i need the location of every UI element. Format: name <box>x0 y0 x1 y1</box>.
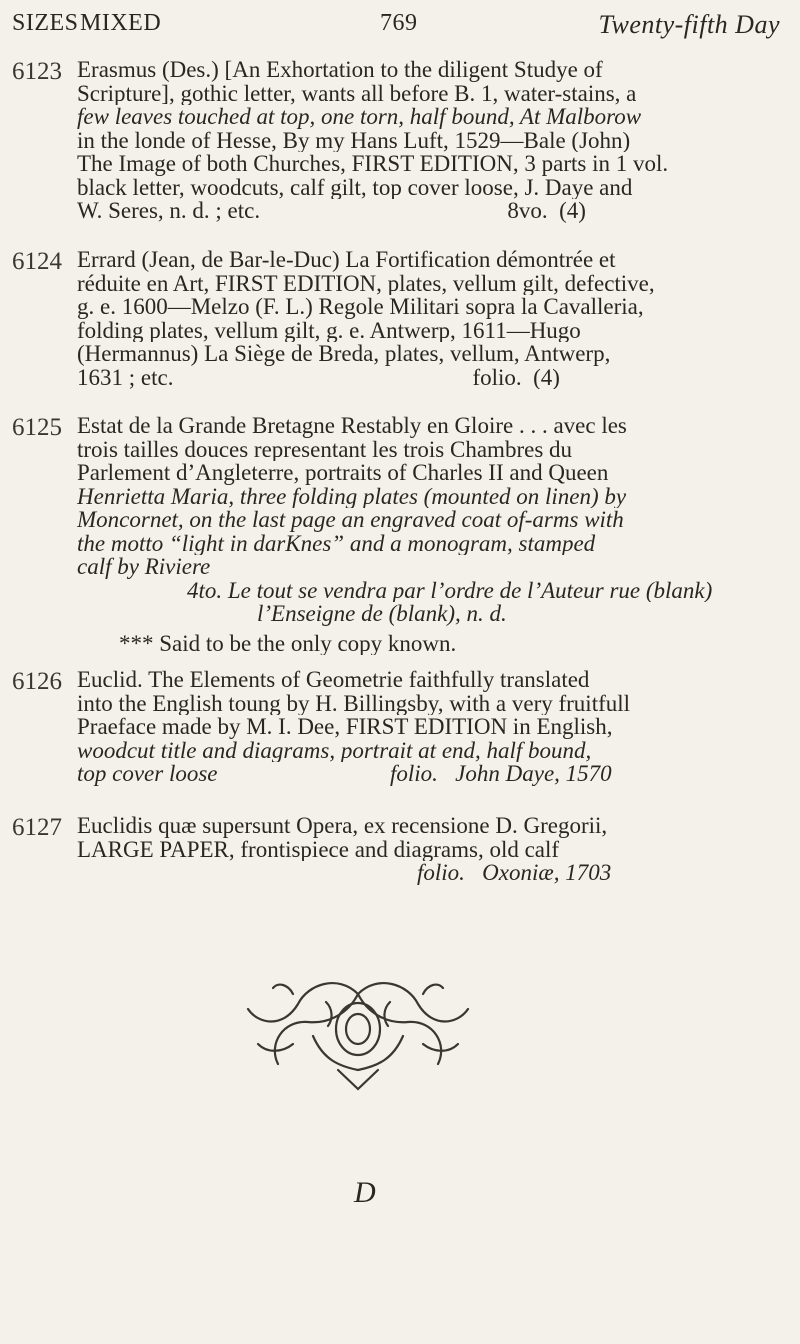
entry-line: (Hermannus) La Siège de Breda, plates, vellum, Antwerp, <box>77 342 611 366</box>
entry-line: Estat de la Grande Bretagne Restably en Gloire . . . avec les <box>77 414 627 438</box>
entry-line: l’Enseigne de (blank), n. d. <box>257 602 507 626</box>
entry-line: LARGE PAPER, frontispiece and diagrams, old calf <box>77 837 560 861</box>
lot-number: 6124 <box>12 248 62 275</box>
lot-description <box>77 248 782 389</box>
entry-line: Euclid. The Elements of Geometrie faithfully translated <box>77 668 590 692</box>
lot-number: 6123 <box>12 58 62 85</box>
entry-line: Scripture], gothic letter, wants all before B. 1, water-stains, a <box>77 81 637 105</box>
entry-line: g. e. 1600—Melzo (F. L.) Regole Militari sopra la Cavalleria, <box>77 295 644 319</box>
entry-line: top cover loose folio. John Daye, 1570 <box>77 762 612 786</box>
entry-line: folio. Oxoniæ, 1703 <box>417 861 612 885</box>
header-sizes: SIZES <box>12 10 79 36</box>
entry-line: 4to. Le tout se vendra par l’ordre de l’Auteur rue (blank) <box>187 578 713 602</box>
entry-line: *** Said to be the only copy known. <box>119 631 457 655</box>
entry-line: woodcut title and diagrams, portrait at end, half bound, <box>77 738 592 762</box>
header-mixed: MIXED <box>80 10 162 36</box>
entry-line: in the londe of Hesse, By my Hans Luft, 1529—Bale (John) <box>77 128 631 152</box>
entry-line: few leaves touched at top, one torn, half bound, At Malborow <box>77 105 642 129</box>
lot-description <box>77 414 782 655</box>
entry-line: the motto “light in darKnes” and a monogram, stamped <box>77 531 596 555</box>
header-day: Twenty-fifth Day <box>598 10 780 39</box>
entry-line: folding plates, vellum gilt, g. e. Antwerp, 1611—Hugo <box>77 318 581 342</box>
signature-mark: D <box>354 1176 376 1209</box>
entry-line: Henrietta Maria, three folding plates (mounted on linen) by <box>77 484 627 508</box>
page-number: 769 <box>380 10 418 36</box>
entry-line: Moncornet, on the last page an engraved coat of-arms with <box>77 508 624 532</box>
lot-number: 6125 <box>12 414 62 441</box>
entry-line: trois tailles douces representant les trois Chambres du <box>77 437 573 461</box>
entry-line: calf by Riviere <box>77 555 211 579</box>
entry-line: Praeface made by M. I. Dee, FIRST EDITION in English, <box>77 715 613 739</box>
lot-description <box>77 58 782 223</box>
entry-line: Parlement d’Angleterre, portraits of Charles II and Queen <box>77 461 609 485</box>
page-header <box>12 6 780 46</box>
entry-line: into the English toung by H. Billingsby, with a very fruitfull <box>77 691 631 715</box>
ornament-icon <box>238 974 478 1092</box>
lot-number: 6126 <box>12 668 62 695</box>
lot-description <box>77 668 782 786</box>
entry-line: W. Seres, n. d. ; etc. 8vo. (4) <box>77 199 586 223</box>
entry-line: réduite en Art, FIRST EDITION, plates, vellum gilt, defective, <box>77 271 655 295</box>
entry-line: black letter, woodcuts, calf gilt, top cover loose, J. Daye and <box>77 175 633 199</box>
entry-line: Euclidis quæ supersunt Opera, ex recensione D. Gregorii, <box>77 814 608 838</box>
entry-line: 1631 ; etc. folio. (4) <box>77 365 560 389</box>
entry-line: Errard (Jean, de Bar-le-Duc) La Fortification démontrée et <box>77 248 616 272</box>
entry-line: The Image of both Churches, FIRST EDITION, 3 parts in 1 vol. <box>77 152 669 176</box>
lot-number: 6127 <box>12 814 62 841</box>
lot-description <box>77 814 782 885</box>
entry-line: Erasmus (Des.) [An Exhortation to the diligent Studye of <box>77 58 603 82</box>
